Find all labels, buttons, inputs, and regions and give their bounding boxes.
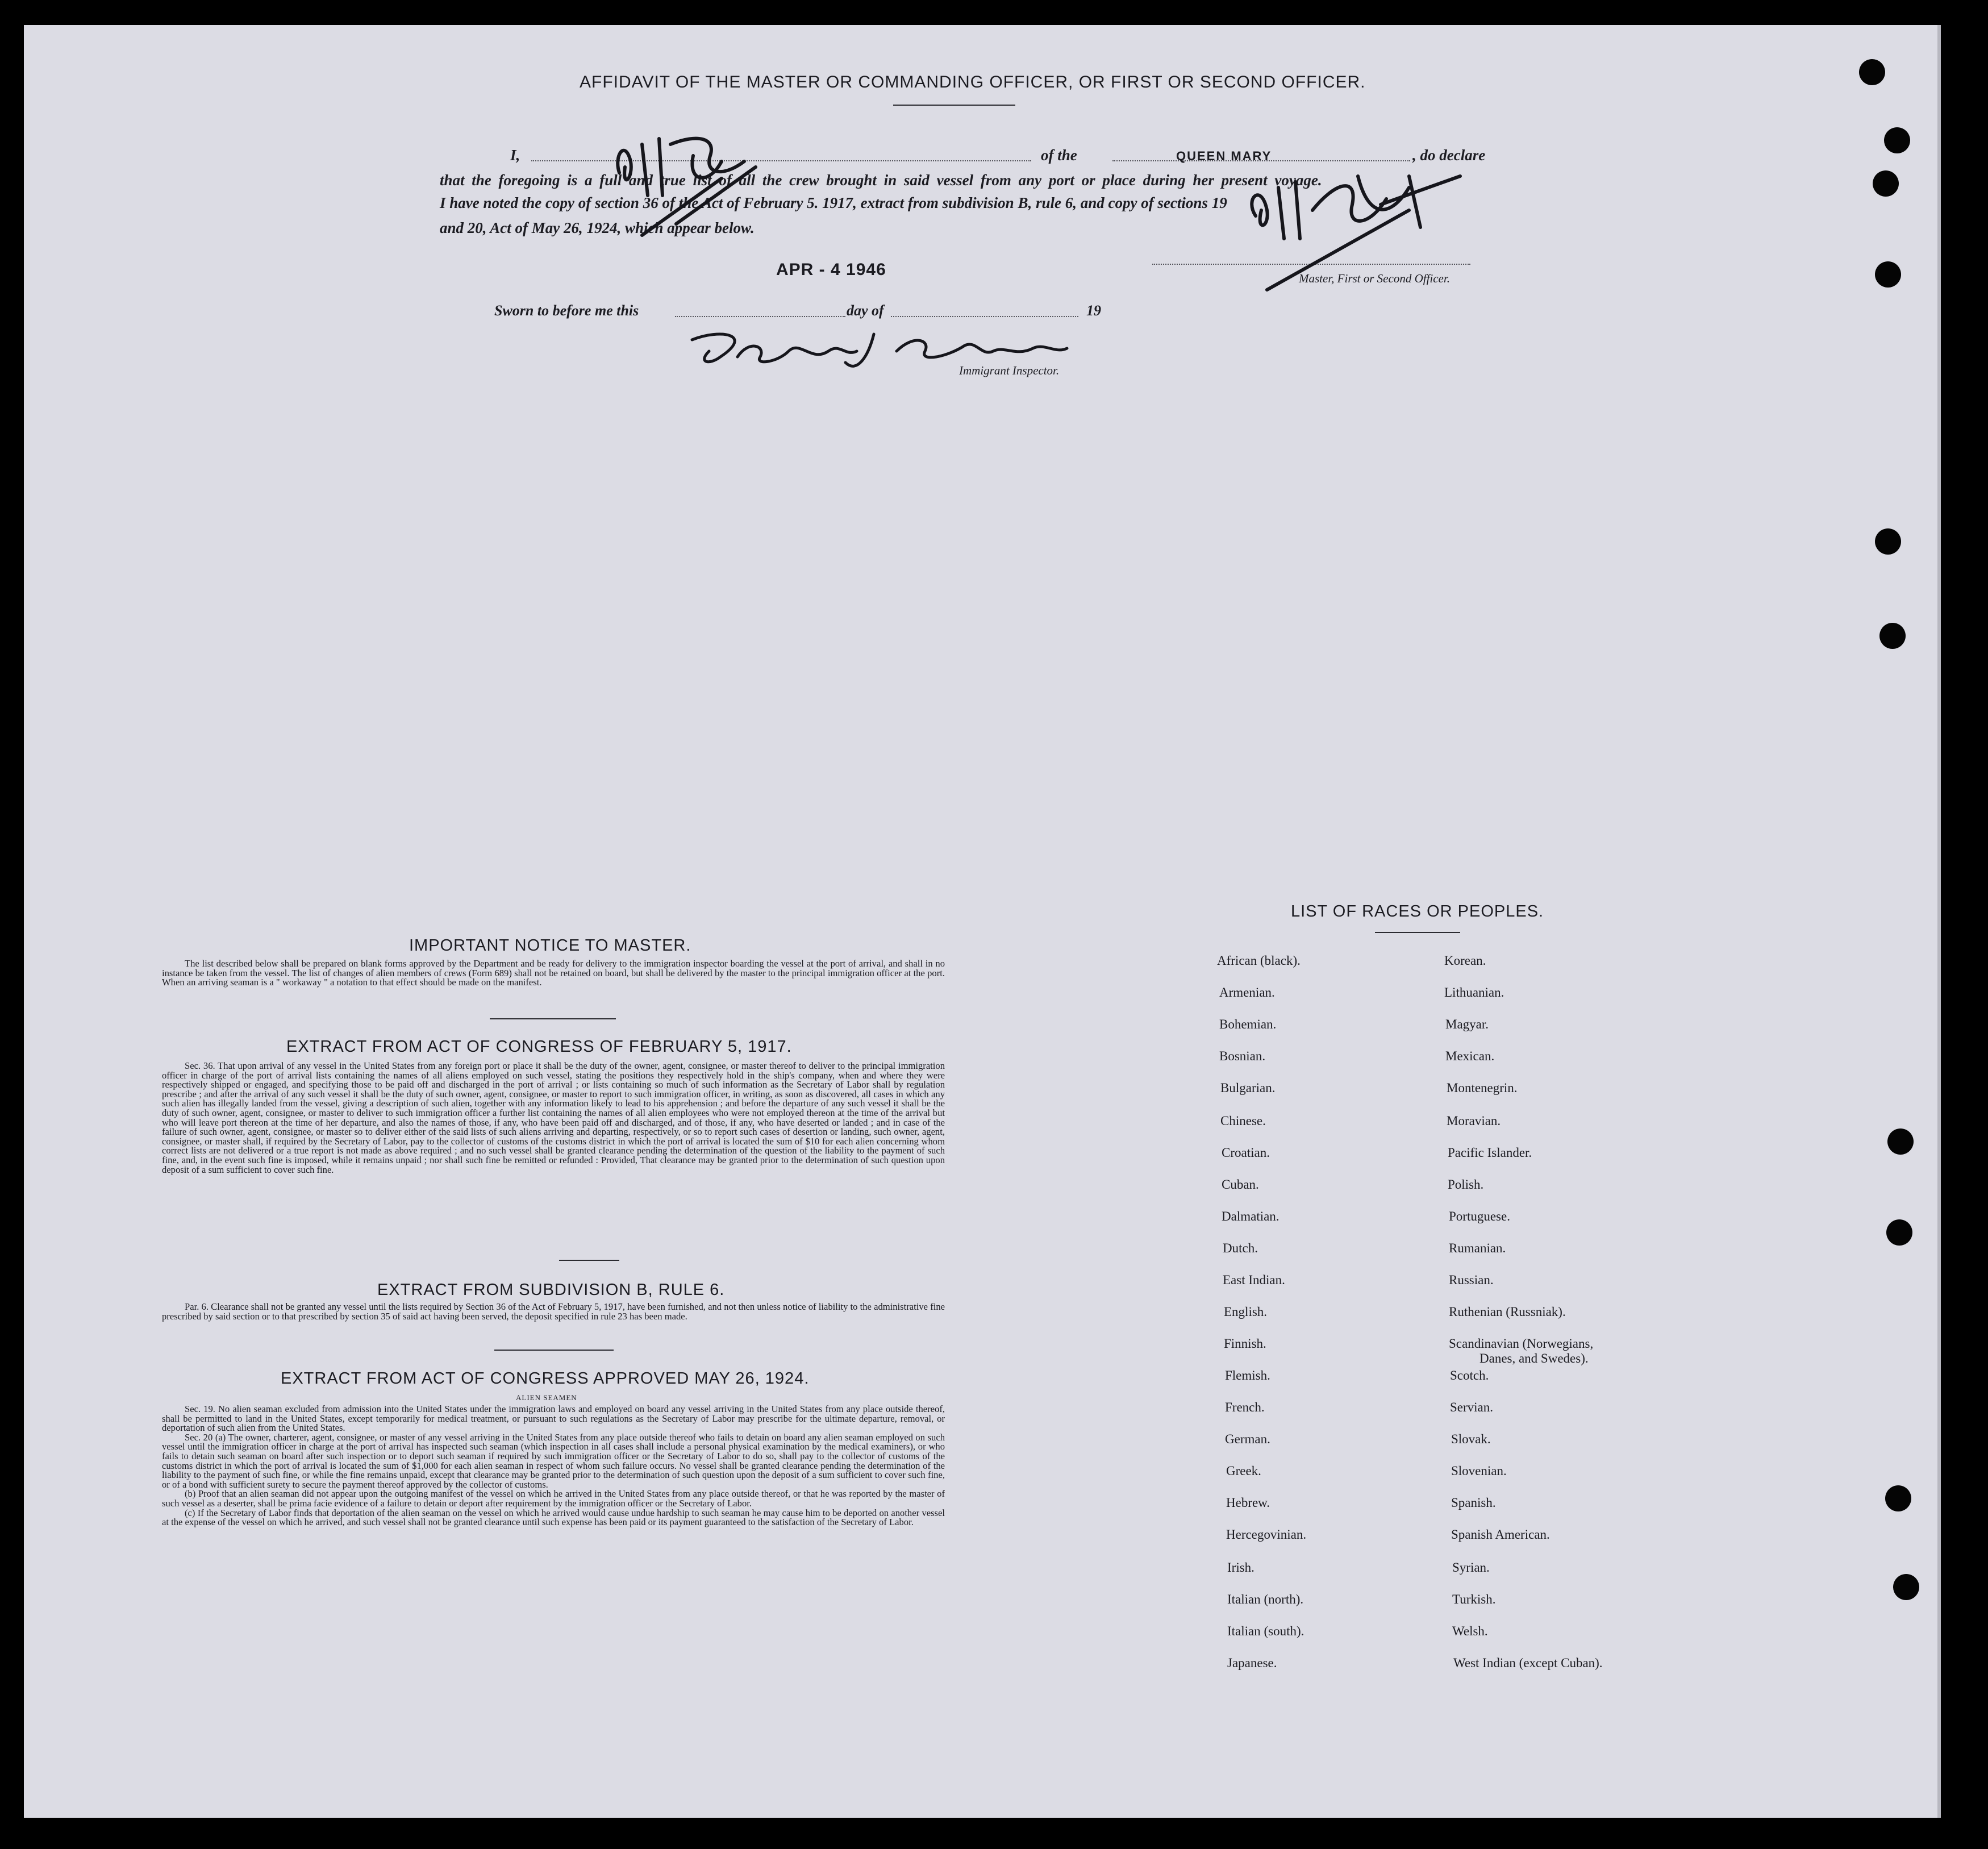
notice-text xyxy=(162,959,945,988)
extract-rule6-text xyxy=(162,1302,945,1321)
notice-paragraph: The list described below shall be prepared on blank forms approved by the Department and be ready for delivery to the immigration inspector boarding the vessel at the port of arrival, and shall in no instance be taken from the vessel. The list of changes of alien members of crews (Form 689) shall not be retained on board, but shall be delivered by the master to the principal immigration officer at the port. When an arriving seaman is a " workaway " a notation to that effect should be made on the manifest. xyxy=(162,958,945,988)
master-signature-left xyxy=(608,122,778,269)
extract-1924-sec20a: Sec. 20 (a) The owner, charterer, agent, consignee, or master of any vessel arriving in the United States from any place outside thereof who fails to detain on board any alien seaman employed on such vessel until the immigration officer in charge at the port of arrival has inspected such seaman (which inspection in all cases shall include a personal physical examination by the medical examiners), or who fails to detain such seaman on board after such inspection or to deport such seaman if required by such immigration officer or the Secretary of Labor to do so, shall pay to the collector of customs of the customs district in which the port of arrival is located the sum of $1,000 for each alien seaman in respect of whom such failure occurs. No vessel shall be granted clearance pending the determination of the liability to the payment of such fine, or while the fine remains unpaid, except that clearance may be granted prior to the determination of such question upon the deposit of a sum sufficient to cover such fine, or of a bond with sufficient surety to secure the payment thereof approved by the collector of customs. xyxy=(162,1431,945,1490)
punch-hole xyxy=(1887,1128,1914,1155)
race-left: Bohemian. xyxy=(1219,1017,1277,1031)
race-right: Spanish. xyxy=(1451,1496,1496,1510)
name-blank xyxy=(531,160,1031,161)
race-left: German. xyxy=(1225,1432,1270,1446)
punch-hole xyxy=(1873,170,1899,197)
extract-1924-sec20b: (b) Proof that an alien seaman did not appear upon the outgoing manifest of the vessel on which he arrived in the United States from any place outside thereof, or that he was reported by the master of such vessel as a deserter, shall be prima facie evidence of a failure to detain or deport after requirement by the immigration officer or the Secretary of Labor. xyxy=(162,1488,945,1509)
extract-1917-title: EXTRACT FROM ACT OF CONGRESS OF FEBRUARY 5, 1917. xyxy=(286,1038,792,1056)
race-right: Lithuanian. xyxy=(1444,985,1504,1000)
race-right: Moravian. xyxy=(1447,1114,1501,1128)
race-left: Bosnian. xyxy=(1219,1049,1266,1063)
race-left: African (black). xyxy=(1217,953,1301,968)
inspector-caption: Immigrant Inspector. xyxy=(959,364,1060,377)
race-right: Russian. xyxy=(1449,1273,1494,1287)
punch-hole xyxy=(1886,1219,1912,1246)
race-left: Cuban. xyxy=(1222,1177,1259,1192)
inspector-signature xyxy=(686,323,1073,374)
race-left: French. xyxy=(1225,1400,1265,1414)
race-right: Montenegrin. xyxy=(1447,1081,1518,1095)
sworn-prefix: Sworn to before me this xyxy=(494,302,639,319)
sworn-day-blank xyxy=(675,316,845,317)
race-left: Irish. xyxy=(1227,1560,1255,1575)
declaration-line-3: I have noted the copy of section 36 of the Act of February 5. 1917, extract from subdivision B, rule 6, and copy of sections 19 xyxy=(440,194,1227,211)
punch-hole xyxy=(1885,1485,1911,1511)
vessel-name: QUEEN MARY xyxy=(1176,149,1272,163)
race-left: Finnish. xyxy=(1224,1336,1266,1351)
race-right: Spanish American. xyxy=(1451,1527,1550,1542)
sworn-month-blank xyxy=(891,316,1078,317)
declaration-i: I, xyxy=(510,147,520,164)
punch-hole xyxy=(1879,623,1906,649)
race-right: West Indian (except Cuban). xyxy=(1453,1656,1603,1670)
extract-1917-text xyxy=(162,1061,945,1175)
notice-title: IMPORTANT NOTICE TO MASTER. xyxy=(409,936,691,955)
race-right: Mexican. xyxy=(1445,1049,1495,1063)
race-right: Polish. xyxy=(1448,1177,1484,1192)
race-right: Rumanian. xyxy=(1449,1241,1506,1255)
race-left: Italian (south). xyxy=(1227,1624,1305,1638)
extract-1917-rule xyxy=(559,1260,619,1261)
race-right: Slovenian. xyxy=(1451,1464,1507,1478)
race-right: Pacific Islander. xyxy=(1448,1146,1532,1160)
race-right: Magyar. xyxy=(1445,1017,1489,1031)
races-title-rule xyxy=(1375,932,1460,933)
race-left: East Indian. xyxy=(1223,1273,1285,1287)
race-right: Ruthenian (Russniak). xyxy=(1449,1305,1566,1319)
date-stamp: APR - 4 1946 xyxy=(776,260,886,279)
race-left: Dutch. xyxy=(1223,1241,1258,1255)
race-right: Slovak. xyxy=(1451,1432,1491,1446)
race-left: Italian (north). xyxy=(1227,1592,1304,1606)
extract-1924-subtitle: ALIEN SEAMEN xyxy=(516,1393,577,1402)
page-edge xyxy=(1937,25,1941,1818)
punch-hole xyxy=(1884,127,1910,153)
race-right: Scotch. xyxy=(1450,1368,1489,1382)
extract-1924-title: EXTRACT FROM ACT OF CONGRESS APPROVED MAY 26, 1924. xyxy=(281,1369,810,1388)
extract-1924-sec19: Sec. 19. No alien seaman excluded from admission into the United States under the immigration laws and employed on board any vessel arriving in the United States from any place outside thereof, shall be permitted to land in the United States, except temporarily for medical treatment, or pursuant to such regulations as the Secretary of Labor may prescribe for the ultimate departure, removal, or deportation of such alien from the United States. xyxy=(162,1404,945,1434)
punch-hole xyxy=(1893,1574,1919,1600)
extract-rule6-rule xyxy=(494,1350,614,1351)
document-sheet xyxy=(24,25,1937,1818)
race-right: Turkish. xyxy=(1452,1592,1496,1606)
race-left: Japanese. xyxy=(1227,1656,1277,1670)
race-right: Syrian. xyxy=(1452,1560,1490,1575)
declaration-do-declare: , do declare xyxy=(1412,147,1486,164)
sworn-year: 19 xyxy=(1086,302,1101,319)
race-right: Scandinavian (Norwegians, xyxy=(1449,1336,1594,1351)
extract-rule6-paragraph: Par. 6. Clearance shall not be granted any vessel until the lists required by Section 36 of the Act of February 5, 1917, have been furnished, and not then unless notice of liability to the administrative fine prescribed by said section or to that prescribed by section 35 of said act having been served, the deposit specified in rule 23 has been made. xyxy=(162,1301,945,1322)
extract-1917-paragraph: Sec. 36. That upon arrival of any vessel in the United States from any foreign port or place it shall be the duty of the owner, agent, consignee, or master thereof to deliver to the principal immigration officer in charge of the port of arrival lists containing the names of all aliens employed on such vessel, stating the positions they respectively hold in the ship's company, when and where they were respectively shipped or engaged, and specifying those to be paid off and discharged in the port of arrival ; or lists containing so much of such information as the Secretary of Labor shall by regulation prescribe ; and after the arrival of any such vessel it shall be the duty of such owner, agent, consignee, or master to report to such immigration officer, in writing, as soon as discovered, all cases in which any such alien has illegally landed from the vessel, giving a description of such alien, together with any information likely to lead to his apprehension ; and before the departure of any such vessel it shall be the duty of such owner, agent, consignee, or master to deliver to such immigration officer a further list containing the names of all alien employees who were not employed thereon at the time of the arrival but who will leave port thereon at the time of her departure, and also the names of those, if any, who have been paid off and discharged, and of those, if any, who have deserted or landed ; and in case of the failure of such owner, agent, consignee, or master so to deliver either of the said lists of such aliens arriving and departing, respectively, or so to report such cases of desertion or landing, such owner, agent, consignee, or master shall, if required by the Secretary of Labor, pay to the collector of customs of the customs district in which the port of arrival is located the sum of $10 for each alien concerning whom correct lists are not delivered or a true report is not made as above required ; and no such vessel shall be granted clearance pending the determination of the question of the liability to the payment of such fine, and, in the event such fine is imposed, while it remains unpaid ; nor shall such fine be remitted or refunded : Provided, That clearance may be granted prior to the determination of such question upon deposit of a sum sufficient to cover such fine. xyxy=(162,1060,945,1175)
declaration-line-2: that the foregoing is a full and true list of all the crew brought in said vessel from any port or place during her present voyage. xyxy=(440,172,1322,189)
extract-rule6-title: EXTRACT FROM SUBDIVISION B, RULE 6. xyxy=(377,1281,725,1299)
race-left: Hebrew. xyxy=(1226,1496,1270,1510)
master-signature-right xyxy=(1239,142,1466,295)
race-left: Chinese. xyxy=(1220,1114,1266,1128)
sworn-day-of: day of xyxy=(847,302,884,319)
race-left: Bulgarian. xyxy=(1220,1081,1276,1095)
race-left: Dalmatian. xyxy=(1222,1209,1280,1223)
affidavit-title-rule xyxy=(893,105,1015,106)
affidavit-title: AFFIDAVIT OF THE MASTER OR COMMANDING OFFICER, OR FIRST OR SECOND OFFICER. xyxy=(580,73,1366,91)
extract-1924-text xyxy=(162,1405,945,1527)
declaration-of-the: of the xyxy=(1041,147,1077,164)
race-left: Flemish. xyxy=(1225,1368,1270,1382)
declaration-line-4: and 20, Act of May 26, 1924, which appear below. xyxy=(440,219,755,236)
race-left: Hercegovinian. xyxy=(1226,1527,1307,1542)
notice-rule xyxy=(490,1018,616,1019)
race-right: Welsh. xyxy=(1452,1624,1488,1638)
punch-hole xyxy=(1859,59,1885,85)
race-right-continued: Danes, and Swedes). xyxy=(1479,1351,1589,1365)
race-right: Servian. xyxy=(1450,1400,1494,1414)
punch-hole xyxy=(1875,528,1901,555)
punch-hole xyxy=(1875,261,1901,288)
race-right: Korean. xyxy=(1444,953,1486,968)
races-title: LIST OF RACES OR PEOPLES. xyxy=(1291,902,1544,921)
race-left: Greek. xyxy=(1226,1464,1261,1478)
race-right: Portuguese. xyxy=(1449,1209,1510,1223)
race-left: Croatian. xyxy=(1222,1146,1270,1160)
extract-1924-sec20c: (c) If the Secretary of Labor finds that deportation of the alien seaman on the vessel on which he arrived would cause undue hardship to such seaman he may cause him to be deported on another vessel at the expense of the vessel on which he arrived, and such vessel shall not be granted clearance until such expense has been paid or its payment guaranteed to the satisfaction of the Secretary of Labor. xyxy=(162,1507,945,1528)
race-left: English. xyxy=(1224,1305,1268,1319)
race-left: Armenian. xyxy=(1219,985,1275,1000)
officer-caption: Master, First or Second Officer. xyxy=(1299,272,1450,285)
